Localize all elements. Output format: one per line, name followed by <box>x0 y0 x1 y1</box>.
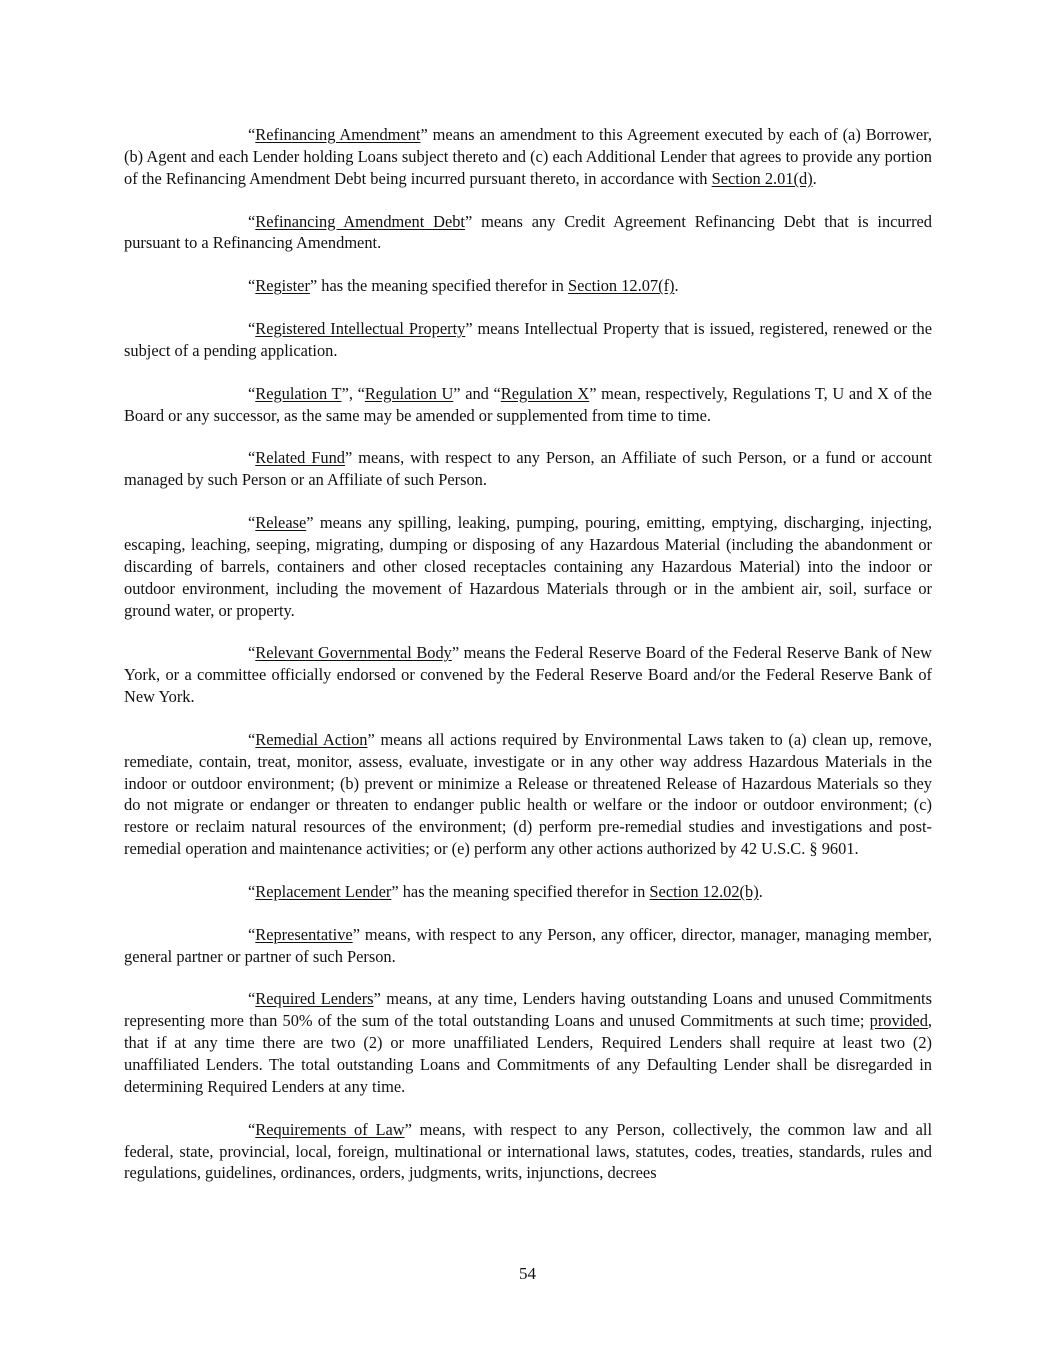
text-segment: “ <box>248 276 256 296</box>
underlined-term: Register <box>255 276 310 296</box>
definition-remedial-action <box>124 729 932 860</box>
underlined-term: Representative <box>255 924 353 944</box>
underlined-term: Relevant Governmental Body <box>255 643 452 663</box>
underlined-term: Section 2.01(d) <box>711 168 813 188</box>
text-segment: . <box>758 881 763 901</box>
underlined-term: Section 12.07(f) <box>567 276 675 296</box>
definition-registered-intellectual-property <box>124 318 932 362</box>
text-segment: “ <box>248 924 256 944</box>
underlined-term: Registered Intellectual Property <box>255 319 466 339</box>
text-segment: ” means, with respect to any Person, an Affiliate of such Person, or a fund or account managed by such Person or an Affiliate of such Person. <box>124 448 932 490</box>
text-segment: ” means all actions required by Environmental Laws taken to (a) clean up, remove, remediate, contain, treat, monitor, assess, evaluate, investigate or in any other way address Hazardous Materials in the indoor or outdoor environment; (b) prevent or minimize a Release or threatened Release of Hazardous Materials so they do not migrate or endanger or threaten to endanger public health or welfare or the indoor or outdoor environment; (c) restore or reclaim natural resources of the environment; (d) perform pre-remedial studies and investigations and post-remedial operation and maintenance activities; or (e) perform any other actions authorized by 42 U.S.C. § 9601. <box>124 729 932 859</box>
text-segment: ” means an amendment to this Agreement executed by each of (a) Borrower, (b) Agent and each Lender holding Loans subject thereto and (c) each Additional Lender that agrees to provide any portion of the Refinancing Amendment Debt being incurred pursuant thereto, in accordance with <box>124 125 932 188</box>
text-segment: . <box>812 168 817 188</box>
definition-requirements-of-law <box>124 1119 932 1185</box>
text-segment: ” means, with respect to any Person, collectively, the common law and all federal, state, provincial, local, foreign, multinational or international laws, statutes, codes, treaties, standards, rules and regulations, guidelines, ordinances, orders, judgments, writs, injunctions, decrees <box>124 1119 933 1183</box>
text-segment: ” means any Credit Agreement Refinancing Debt that is incurred pursuant to a Refinancing Amendment. <box>124 211 933 253</box>
text-segment: “ <box>248 1119 256 1139</box>
text-segment: ” means Intellectual Property that is issued, registered, renewed or the subject of a pending application. <box>124 319 933 360</box>
text-segment: “ <box>248 881 256 901</box>
text-segment: ” has the meaning specified therefor in <box>391 881 650 901</box>
text-segment: “ <box>248 643 256 663</box>
definition-release <box>124 512 932 621</box>
text-segment: ” has the meaning specified therefor in <box>309 276 568 296</box>
text-segment: “ <box>248 125 256 144</box>
underlined-term: Section 12.02(b) <box>649 881 759 901</box>
text-segment: “ <box>248 211 256 231</box>
text-segment: ” means, with respect to any Person, any officer, director, manager, managing member, general partner or partner of such Person. <box>124 924 932 966</box>
text-segment: ” means, at any time, Lenders having outstanding Loans and unused Commitments representing more than 50% of the sum of the total outstanding Loans and unused Commitments at such time; <box>124 989 932 1031</box>
definition-refinancing-amendment <box>124 124 932 190</box>
text-segment: ” means the Federal Reserve Board of the Federal Reserve Bank of New York, or a committee officially endorsed or convened by the Federal Reserve Board and/or the Federal Reserve Bank of New York. <box>124 643 932 707</box>
text-segment: “ <box>248 319 256 339</box>
underlined-term: Requirements of Law <box>255 1119 405 1139</box>
text-segment: “ <box>248 448 256 468</box>
definition-required-lenders <box>124 988 932 1097</box>
underlined-term: Refinancing Amendment Debt <box>255 211 465 231</box>
definition-regulation-t-u-x <box>124 383 932 427</box>
text-segment: “ <box>248 513 256 533</box>
text-segment: “ <box>248 989 256 1009</box>
underlined-term: Remedial Action <box>255 729 368 749</box>
text-segment: ” means any spilling, leaking, pumping, pouring, emitting, emptying, discharging, injecting, escaping, leaching, seeping, migrating, dumping or disposing of any Hazardous Material (including the abandonment or discarding of barrels, containers and other closed receptacles containing any Hazardous Material) into the indoor or outdoor environment, including the movement of Hazardous Materials through or in the ambient air, soil, surface or ground water, or property. <box>124 513 932 620</box>
document-page <box>124 124 932 1205</box>
text-segment: ” mean, respectively, Regulations T, U and X of the Board or any successor, as the same may be amended or supplemented from time to time. <box>124 383 932 425</box>
underlined-term: Regulation X <box>500 383 590 403</box>
definition-relevant-governmental-body <box>124 642 932 708</box>
underlined-term: Regulation U <box>364 383 454 403</box>
definition-replacement-lender <box>124 881 932 903</box>
underlined-term: Release <box>255 513 307 533</box>
text-segment: . <box>674 276 679 296</box>
page-number: 54 <box>519 1264 536 1283</box>
underlined-term: Replacement Lender <box>255 881 392 901</box>
text-segment: ”, “ <box>341 383 365 403</box>
text-segment: ” and “ <box>453 383 501 403</box>
text-segment: , that if at any time there are two (2) or more unaffiliated Lenders, Required Lenders shall require at least two (2) unaffiliated Lenders. The total outstanding Loans and Commitments of any Defaulting Lender shall be disregarded in determining Required Lenders at any time. <box>124 1011 932 1096</box>
definition-register <box>124 275 932 297</box>
text-segment: “ <box>248 729 256 749</box>
underlined-term: Refinancing Amendment <box>255 125 421 144</box>
underlined-term: Required Lenders <box>255 989 374 1009</box>
text-segment: “ <box>248 383 256 403</box>
underlined-term: Regulation T <box>255 383 342 403</box>
definition-representative <box>124 924 932 968</box>
definitions-list <box>124 124 932 1184</box>
underlined-term: Related Fund <box>255 448 345 468</box>
definition-refinancing-amendment-debt <box>124 211 932 255</box>
underlined-term: provided <box>869 1011 928 1031</box>
definition-related-fund <box>124 447 932 491</box>
